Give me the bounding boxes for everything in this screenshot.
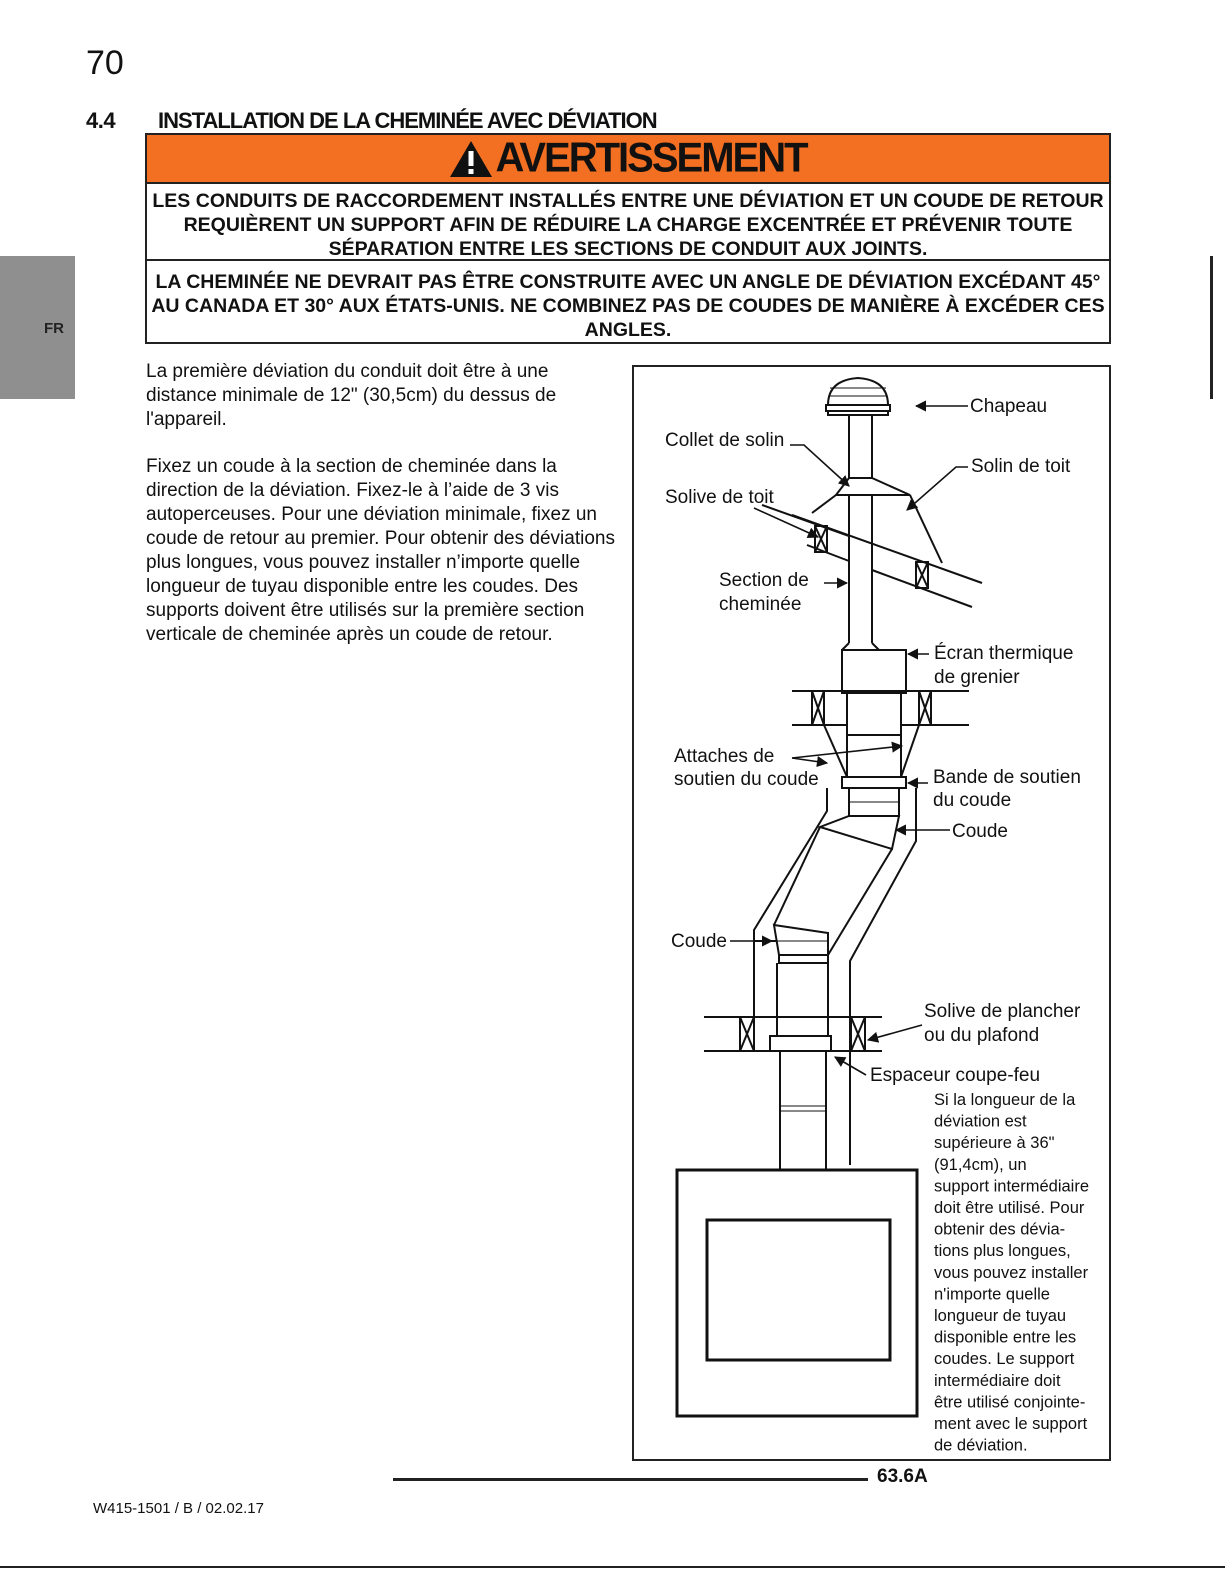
label-solin-toit: Solin de toit xyxy=(971,456,1071,477)
lower-chimney-pipe xyxy=(777,963,828,1035)
label-collet: Collet de solin xyxy=(665,430,785,451)
diagram-note-line: de déviation. xyxy=(934,1436,1028,1455)
warning-title: AVERTISSEMENT xyxy=(495,134,807,182)
leader-solive-plancher xyxy=(868,1025,922,1040)
diagram-note-line: (91,4cm), un xyxy=(934,1155,1027,1174)
diagram-note-line: longueur de tuyau xyxy=(934,1307,1067,1325)
chimney-offset-diagram xyxy=(632,365,1111,1461)
warning-paragraph-2: LA CHEMINÉE NE DEVRAIT PAS ÊTRE CONSTRUITE AVEC UN ANGLE DE DÉVIATION EXCÉDANT 45° AU CANADA ET 30° AUX ÉTATS-UNIS. NE COMBINEZ PAS DE COUDES DE MANIÈRE À EXCÉDER CES ANGLES. xyxy=(151,271,1105,341)
label-solive-plancher-l2: ou du plafond xyxy=(924,1025,1040,1046)
label-espaceur: Espaceur coupe-feu xyxy=(870,1065,1041,1086)
warning-paragraph-1: LES CONDUITS DE RACCORDEMENT INSTALLÉS ENTRE UNE DÉVIATION ET UN COUDE DE RETOUR REQUIÈRENT UN SUPPORT AFIN DE RÉDUIRE LA CHARGE EXCENTRÉE ET PRÉVENIR TOUTE SÉPARATION ENTRE LES SECTIONS DE CONDUIT AUX JOINTS. xyxy=(147,187,1109,261)
diagram-note-line: ment avec le support xyxy=(934,1415,1088,1433)
diagram-note-line: obtenir des dévia- xyxy=(934,1220,1066,1239)
label-coude-haut: Coude xyxy=(952,821,1008,842)
label-bande-l2: du coude xyxy=(933,790,1012,811)
appliance xyxy=(677,1170,917,1416)
label-ecran-l2: de grenier xyxy=(934,667,1020,688)
diagram-note-line: vous pouvez installer xyxy=(934,1263,1089,1282)
language-tab xyxy=(0,256,75,399)
diagram-note-line: déviation est xyxy=(934,1112,1027,1131)
diagram-note-line: disponible entre les xyxy=(934,1328,1077,1347)
firestop-spacer xyxy=(770,1036,831,1051)
figure-code: 63.6A xyxy=(877,1466,928,1487)
upper-elbow xyxy=(820,788,899,849)
label-section-l2: cheminée xyxy=(719,594,802,615)
chimney-section xyxy=(849,415,872,643)
footer-rule xyxy=(393,1478,868,1481)
attic-insulation-shield xyxy=(842,643,906,693)
diagram-note-line: doit être utilisé. Pour xyxy=(934,1199,1085,1217)
diagram-note xyxy=(934,1091,1089,1455)
label-attaches-l1: Attaches de xyxy=(674,746,775,767)
label-solive-toit: Solive de toit xyxy=(665,487,774,508)
diagram-note-line: coudes. Le support xyxy=(934,1350,1075,1369)
diagram-note-line: n'importe quelle xyxy=(934,1285,1050,1304)
label-solive-plancher-l1: Solive de plancher xyxy=(924,1001,1081,1022)
chimney-cap xyxy=(826,378,890,415)
section-number: 4.4 xyxy=(86,108,116,133)
label-section-l1: Section de xyxy=(719,570,809,591)
diagram-note-line: être utilisé conjointe- xyxy=(934,1393,1086,1412)
roof-joist-right xyxy=(916,562,928,588)
leader-attaches-2 xyxy=(792,758,827,763)
roof-joist-left xyxy=(815,526,827,552)
label-bande-l1: Bande de soutien xyxy=(933,767,1081,788)
label-attaches-l2: soutien du coude xyxy=(674,769,819,790)
leader-collet xyxy=(790,445,849,486)
diagram-note-line: Si la longueur de la xyxy=(934,1091,1076,1109)
bottom-rule xyxy=(0,1566,1225,1568)
elbow-support-band xyxy=(842,735,906,788)
diagram-note-line: supérieure à 36" xyxy=(934,1134,1055,1153)
warning-header xyxy=(147,135,1109,184)
attic-floor xyxy=(792,691,969,735)
lower-elbow xyxy=(774,925,828,963)
diagram-note-line: intermédiaire doit xyxy=(934,1371,1061,1390)
section-title: INSTALLATION DE LA CHEMINÉE AVEC DÉVIATION xyxy=(158,108,657,133)
warning-box xyxy=(145,133,1111,344)
label-chapeau: Chapeau xyxy=(970,396,1048,417)
language-tab-label: FR xyxy=(44,320,64,337)
storm-collar xyxy=(836,478,910,495)
diagram-note-line: support intermédiaire xyxy=(934,1177,1089,1196)
document-reference: W415-1501 / B / 02.02.17 xyxy=(93,1500,264,1517)
body-paragraph-2: Fixez un coude à la section de cheminée dans la direction de la déviation. Fixez-le à l’aide de 3 vis autoperceuses. Pour une déviation minimale, fixez un coude de retour au premier. Pour obtenir des déviations plus longues, vous pouvez installer n’importe quelle longueur de tuyau disponible entre les coudes. Des supports doivent être utilisés sur la première section verticale de cheminée après un coude de retour. xyxy=(146,456,615,645)
leader-solin-toit xyxy=(907,467,968,510)
page-edge-marker xyxy=(1210,256,1213,399)
appliance-flue xyxy=(780,1051,826,1170)
page-number: 70 xyxy=(86,44,124,82)
warning-triangle-icon xyxy=(449,140,493,178)
label-coude-bas: Coude xyxy=(671,931,727,952)
diagram-note-line: tions plus longues, xyxy=(934,1242,1071,1261)
body-paragraph-1: La première déviation du conduit doit être à une distance minimale de 12" (30,5cm) du dessus de l'appareil. xyxy=(146,361,557,430)
label-ecran-l1: Écran thermique xyxy=(934,643,1074,664)
